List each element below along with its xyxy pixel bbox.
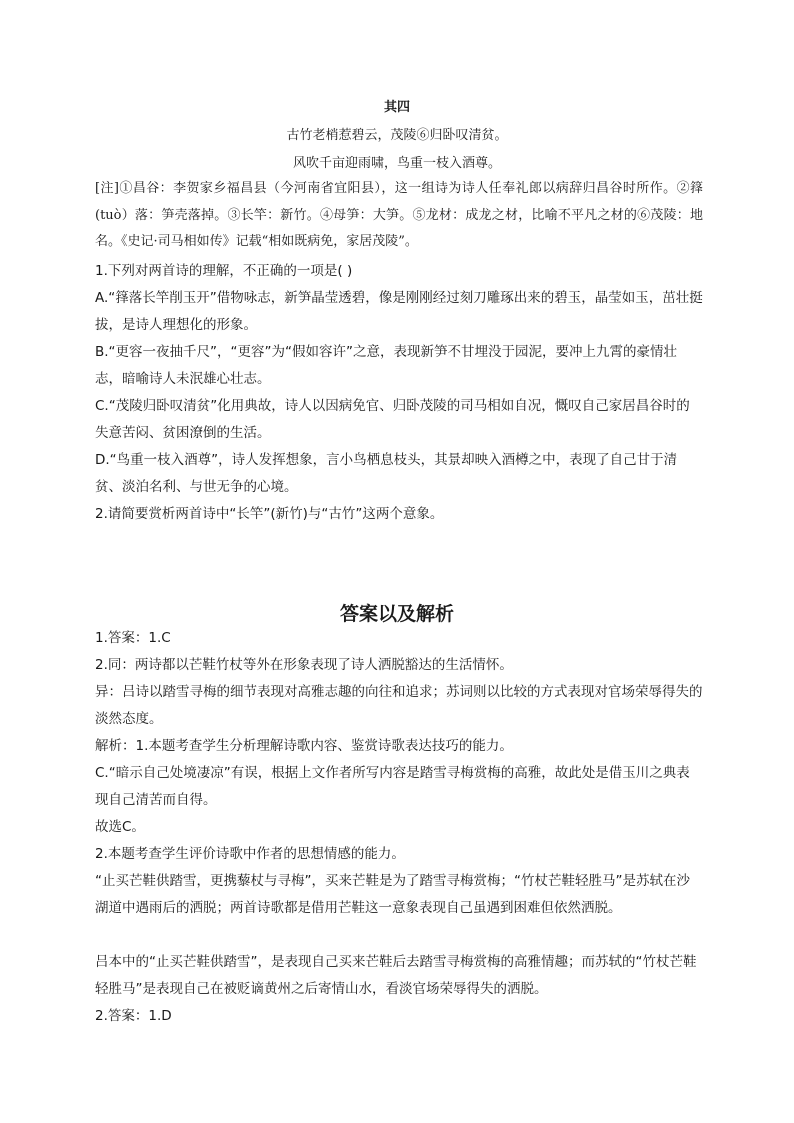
question-1-option-a: A.“箨落长竿削玉开”借物咏志，新笋晶莹透碧，像是刚刚经过刻刀雕琢出来的碧玉，晶莹如玉，茁壮挺拔，是诗人理想化的形象。 bbox=[95, 290, 703, 333]
analysis-2-body-2: 吕本中的“止买芒鞋供踏雪”，是表现自己买来芒鞋后去踏雪寻梅赏梅的高雅情趣；而苏轼的“竹杖芒鞋轻胜马”是表现自己在被贬谪黄州之后寄情山水，看淡官场荣辱得失的洒脱。 bbox=[95, 954, 697, 997]
poem-line-1: 古竹老梢惹碧云，茂陵⑥归卧叹清贫。 bbox=[286, 128, 508, 143]
poem-line-2: 风吹千亩迎雨啸，鸟重一枝入酒尊。 bbox=[292, 156, 501, 171]
answer-2-difference: 异：吕诗以踏雪寻梅的细节表现对高雅志趣的向往和追求；苏词则以比较的方式表现对官场荣辱得失的淡然态度。 bbox=[95, 684, 703, 727]
answer-1: 1.答案：1.C bbox=[95, 630, 171, 646]
analysis-conclusion: 故选C。 bbox=[95, 819, 145, 835]
question-1-option-b: B.“更容一夜抽千尺”，“更容”为“假如容许”之意，表现新笋不甘埋没于园泥，要冲上九霄的豪情壮志，暗喻诗人未泯雄心壮志。 bbox=[95, 344, 678, 387]
question-1-option-c: C.“茂陵归卧叹清贫”化用典故，诗人以因病免官、归卧茂陵的司马相如自况，慨叹自己家居昌谷时的失意苦闷、贫困潦倒的生活。 bbox=[95, 398, 690, 441]
question-2-stem: 2.请简要赏析两首诗中“长竿”(新竹)与“古竹”这两个意象。 bbox=[95, 506, 444, 522]
answers-section-title: 答案以及解析 bbox=[339, 603, 454, 625]
question-1-option-d: D.“鸟重一枝入酒尊”，诗人发挥想象，言小鸟栖息枝头，其景却映入酒樽之中，表现了自己甘于清贫、淡泊名利、与世无争的心境。 bbox=[95, 452, 678, 495]
question-1-stem: 1.下列对两首诗的理解，不正确的一项是( ) bbox=[95, 263, 353, 279]
poem-annotation: [注]①昌谷：李贺家乡福昌县（今河南省宜阳县），这一组诗为诗人任奉礼郎以病辞归昌谷时所作。②箨(tuò）落：笋壳落掉。③长竿：新竹。④母笋：大笋。⑤龙材：成龙之材，比喻不平凡之材的⑥茂陵：地名。《史记·司马相如传》记载“相如既病免，家居茂陵”。 bbox=[95, 181, 703, 249]
poem-title: 其四 bbox=[383, 100, 410, 115]
analysis-2-body-1: “止买芒鞋供踏雪，更携藜杖与寻梅”，买来芒鞋是为了踏雪寻梅赏梅；“竹杖芒鞋轻胜马”是苏轼在沙湖道中遇雨后的洒脱；两首诗歌都是借用芒鞋这一意象表现自己虽遇到困难但依然洒脱。 bbox=[95, 873, 690, 916]
answer-2-similarity: 2.同：两诗都以芒鞋竹杖等外在形象表现了诗人洒脱豁达的生活情怀。 bbox=[95, 657, 513, 673]
analysis-2-intro: 2.本题考查学生评价诗歌中作者的思想情感的能力。 bbox=[95, 846, 405, 862]
answer-2-label: 2.答案：1.D bbox=[95, 1008, 172, 1024]
analysis-option-c: C.“暗示自己处境凄凉”有误，根据上文作者所写内容是踏雪寻梅赏梅的高雅，故此处是借玉川之典表现自己清苦而自得。 bbox=[95, 765, 690, 808]
analysis-intro: 解析：1.本题考查学生分析理解诗歌内容、鉴赏诗歌表达技巧的能力。 bbox=[95, 738, 513, 754]
